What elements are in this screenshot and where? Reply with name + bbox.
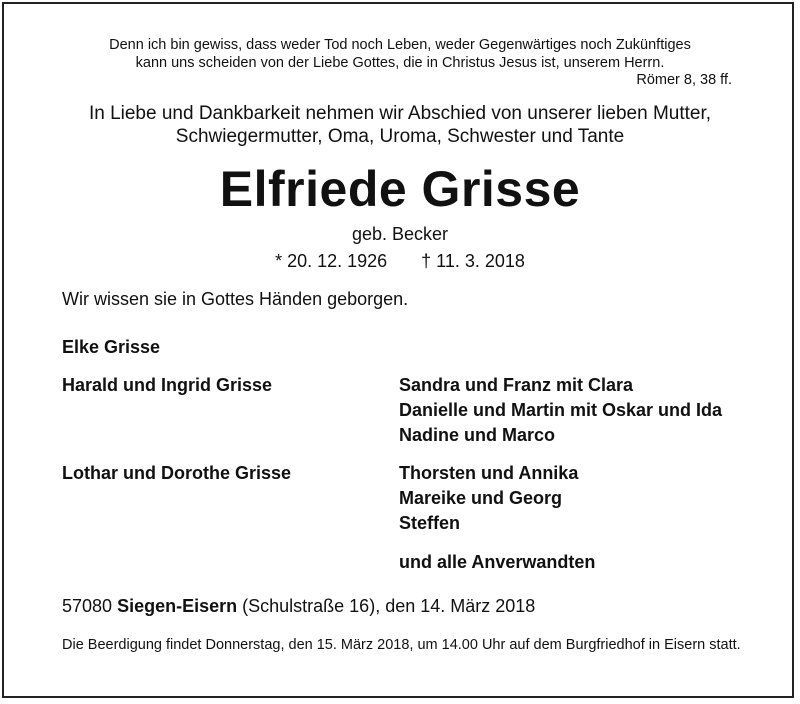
family-closing: und alle Anverwandten xyxy=(399,552,596,572)
place-date-line xyxy=(62,596,535,617)
family-group-1-child-3: Nadine und Marco xyxy=(399,425,556,445)
address-date: (Schulstraße 16), den 14. März 2018 xyxy=(242,596,536,616)
birth-name: geb. Becker xyxy=(351,224,449,244)
birth-date: * 20. 12. 1926 xyxy=(275,251,388,271)
funeral-info: Die Beerdigung findet Donnerstag, den 15. März 2018, um 14.00 Uhr auf dem Burgfriedhof in Eisern statt. xyxy=(62,637,741,653)
life-dates xyxy=(0,251,800,272)
family-group-1-child-1: Sandra und Franz mit Clara xyxy=(399,375,634,395)
bible-verse-line-1: Denn ich bin gewiss, dass weder Tod noch Leben, weder Gegenwärtiges noch Zukünftiges xyxy=(109,37,691,53)
family-group-2-child-2: Mareike und Georg xyxy=(399,488,563,508)
family-group-1-parents: Harald und Ingrid Grisse xyxy=(62,375,273,395)
bible-verse-line-2: kann uns scheiden von der Liebe Gottes, die in Christus Jesus ist, unserem Herrn. xyxy=(135,55,665,71)
intro-line-1: In Liebe und Dankbarkeit nehmen wir Abschied von unserer lieben Mutter, xyxy=(88,103,712,124)
death-date: † 11. 3. 2018 xyxy=(421,251,525,271)
family-group-2-parents: Lothar und Dorothe Grisse xyxy=(62,463,292,483)
city: Siegen-Eisern xyxy=(117,596,238,616)
family-member-first: Elke Grisse xyxy=(62,337,161,357)
zip-code: 57080 xyxy=(62,596,113,616)
family-group-2-child-1: Thorsten und Annika xyxy=(399,463,579,483)
family-group-2-child-3: Steffen xyxy=(399,513,461,533)
intro-line-2: Schwiegermutter, Oma, Uroma, Schwester und Tante xyxy=(175,126,625,147)
statement: Wir wissen sie in Gottes Händen geborgen. xyxy=(62,289,409,309)
deceased-name: Elfriede Grisse xyxy=(219,161,581,217)
bible-verse-reference: Römer 8, 38 ff. xyxy=(636,72,732,88)
family-group-1-child-2: Danielle und Martin mit Oskar und Ida xyxy=(399,400,723,420)
